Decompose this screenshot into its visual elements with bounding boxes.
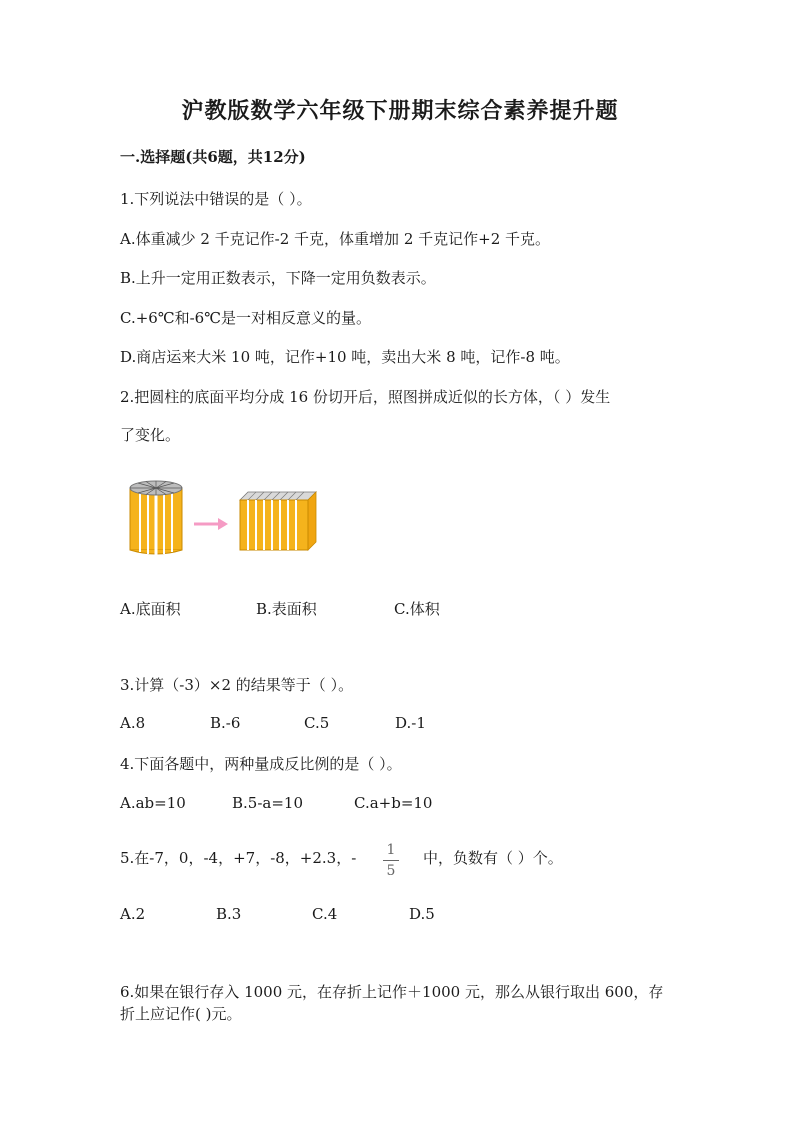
- question-3-stem: 3.计算（-3）×2 的结果等于（ ）。: [120, 676, 354, 694]
- question-2-stem-line1: 2.把圆柱的底面平均分成 16 份切开后，照图拼成近似的长方体，（ ）发生: [120, 388, 611, 406]
- question-1-stem: 1.下列说法中错误的是（ ）。: [120, 190, 312, 208]
- arrow-icon: [194, 518, 228, 530]
- question-1-option-b: B.上升一定用正数表示，下降一定用负数表示。: [120, 269, 436, 287]
- question-3-option-b: B.-6: [210, 714, 241, 732]
- question-6-stem-line1: 6.如果在银行存入 1000 元，在存折上记作＋1000 元，那么从银行取出 600，存: [120, 983, 664, 1001]
- question-4-option-b: B.5-a=10: [232, 794, 304, 812]
- cylinder-to-cuboid-figure: [126, 478, 322, 556]
- question-5-option-d: D.5: [409, 905, 435, 923]
- question-4-option-c: C.a+b=10: [354, 794, 433, 812]
- question-1-option-c: C.+6℃和-6℃是一对相反意义的量。: [120, 309, 371, 327]
- question-2-option-c: C.体积: [394, 600, 440, 618]
- question-3-option-d: D.-1: [395, 714, 426, 732]
- cylinder-image: [130, 481, 182, 555]
- fraction-denominator: 5: [386, 863, 396, 879]
- question-3-option-c: C.5: [304, 714, 330, 732]
- question-5-option-c: C.4: [312, 905, 338, 923]
- question-4-stem: 4.下面各题中，两种量成反比例的是（ ）。: [120, 755, 402, 773]
- page-title: 沪教版数学六年级下册期末综合素养提升题: [181, 98, 619, 124]
- question-2-option-b: B.表面积: [256, 600, 317, 618]
- question-3-option-a: A.8: [120, 714, 146, 732]
- question-5-option-b: B.3: [216, 905, 242, 923]
- fraction-one-fifth: [383, 842, 399, 879]
- question-1-option-a: A.体重减少 2 千克记作-2 千克，体重增加 2 千克记作+2 千克。: [120, 230, 551, 248]
- section-heading: 一.选择题(共6题，共12分): [120, 148, 306, 166]
- question-4-option-a: A.ab=10: [120, 794, 186, 812]
- cuboid-image: [240, 492, 316, 550]
- question-5-option-a: A.2: [120, 905, 146, 923]
- question-2-option-a: A.底面积: [120, 600, 181, 618]
- question-2-stem-line2: 了变化。: [120, 426, 181, 444]
- question-1-option-d: D.商店运来大米 10 吨，记作+10 吨，卖出大米 8 吨，记作-8 吨。: [120, 348, 570, 366]
- question-6-stem-line2: 折上应记作( )元。: [120, 1005, 242, 1023]
- fraction-numerator: 1: [386, 842, 396, 858]
- question-5-stem-before: 5.在-7，0，-4，+7，-8，+2.3，-: [120, 849, 357, 867]
- question-5-stem-after: 中，负数有（ ）个。: [423, 849, 563, 867]
